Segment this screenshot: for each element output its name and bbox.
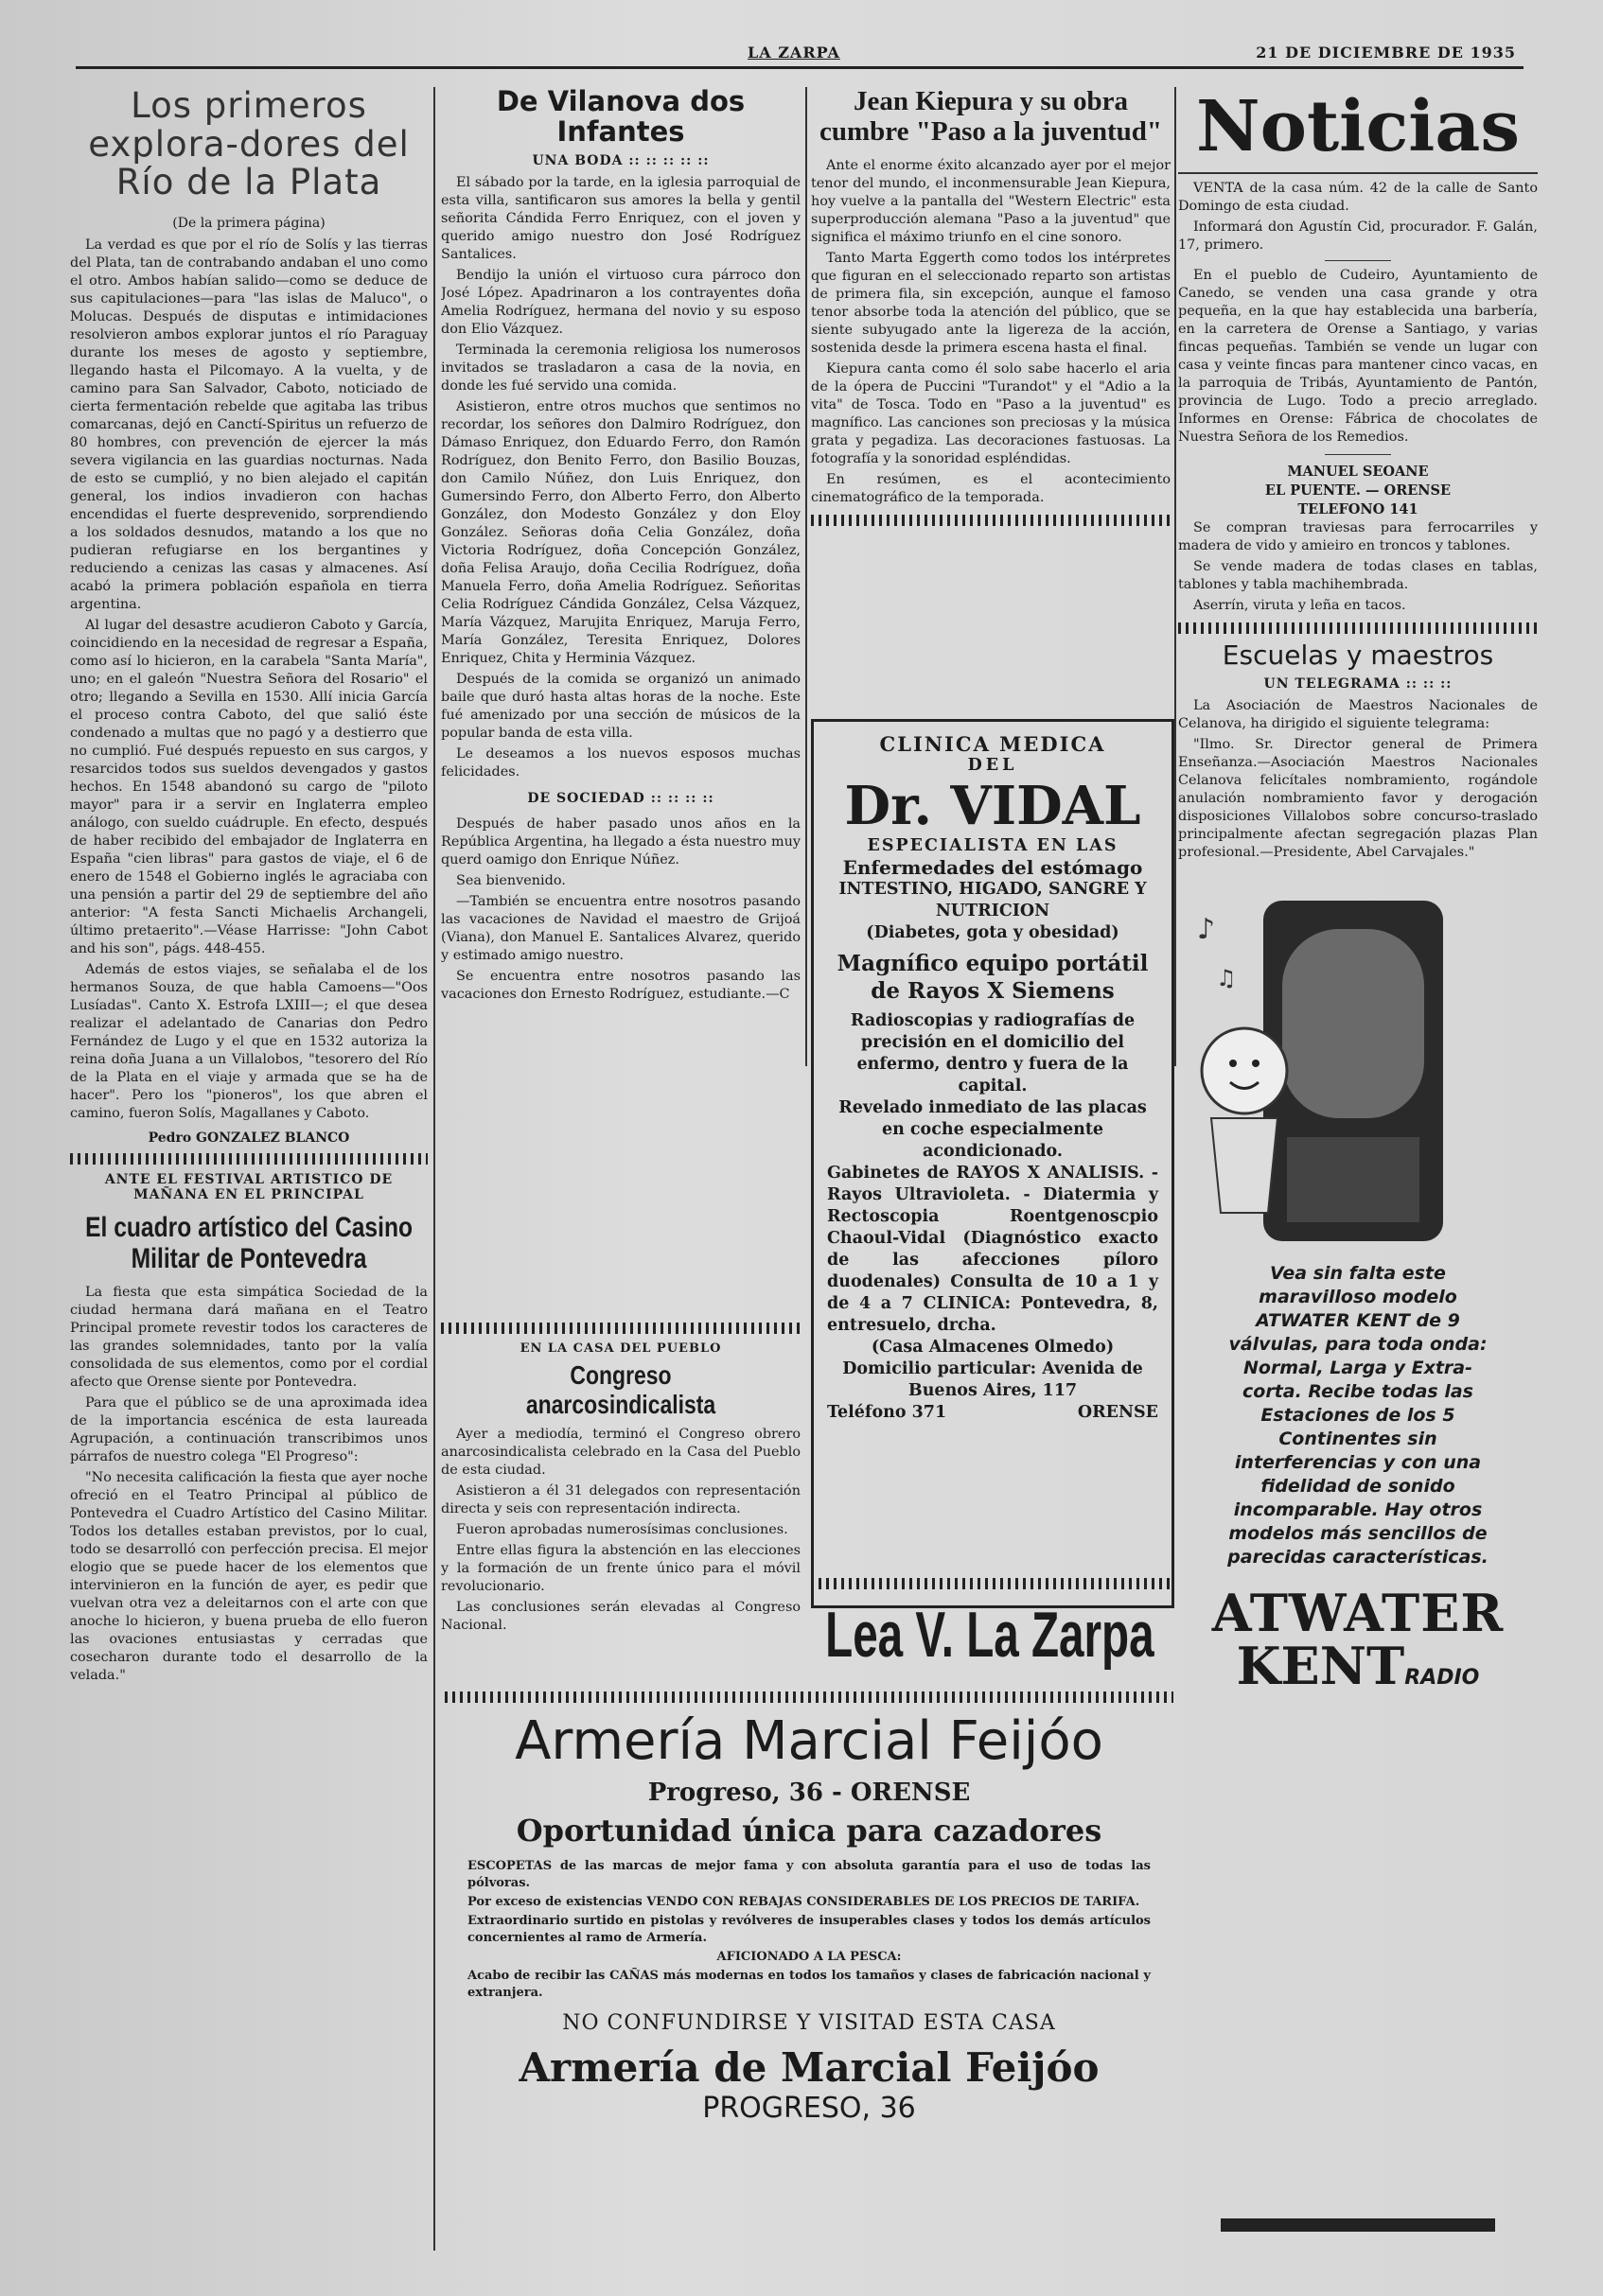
clinic-advertisement	[811, 719, 1174, 1608]
paragraph: Las conclusiones serán elevadas al Congreso Nacional.	[441, 1599, 801, 1633]
article-body	[811, 157, 1171, 507]
armeria-body	[445, 1710, 1173, 2125]
paragraph: Al lugar del desastre acudieron Caboto y García, coincidiendo en la necesidad de regresar a España, como así lo hicieron, en la carabela "Santa María", uno; en el galeón "Nuestra Señora del Rosario" el otro; llegando a Sevilla en 1530. Allí inicia García el proceso contra Caboto, del que salió éste condenado a multas que no pagó y a destierro que no cumplió. Fué después repuesto en sus cargos, y resarcidos todos sus sueldos devengados y gastos hechos. En 1548 abandonó su cargo de "piloto mayor" para ir a servir en Inglaterra empleo análogo, con sueldo cuádruple. En efecto, después de haber recibido del embajador de Inglaterra en España "cien libras" para gastos de viaje, el 6 de enero de 1548 el Gobierno inglés le agraciaba con una pensión a partir del 29 de septiembre del año anterior: "A festa Sancti Michaelis Archangeli, último pretaerito".—Véase Harrisse: "John Cabot and his son", págs. 448-455.	[70, 618, 428, 957]
armeria-line: Acabo de recibir las CAÑAS más modernas en todos los tamaños y clases de fabricación nacional y extranjera.	[467, 1969, 1151, 2000]
ornament-divider	[445, 1691, 1173, 1703]
seoane-ad	[1178, 463, 1538, 519]
radio-illustration	[1178, 872, 1462, 1251]
column-rule	[433, 87, 435, 2251]
paragraph: Bendijo la unión el virtuoso cura párroco don José López. Apadrinaron a los contrayentes doña Amelia Rodríguez, hermana del novio y su esposo don Elio Vázquez.	[441, 267, 801, 337]
section-subtitle: UN TELEGRAMA :: :: ::	[1263, 675, 1453, 692]
paragraph: Se encuentra entre nosotros pasando las vacaciones don Ernesto Rodríguez, estudiante.—C	[441, 968, 801, 1002]
clinic-line: CLINICA MEDICA	[879, 732, 1106, 756]
armeria-headline: Oportunidad única para cazadores	[516, 1813, 1102, 1849]
clinic-line: Gabinetes de RAYOS X ANALISIS. - Rayos Ultravioleta. - Diatermia y Rectoscopia Roentgenoscpio Chaoul-Vidal (Diagnóstico exacto de las afecciones píloro duodenales) Consulta de 10 a 1 y de 4 a 7 CLINICA: Pontevedra, 8, entresuelo, drcha.	[827, 1164, 1158, 1335]
paragraph: Ayer a mediodía, terminó el Congreso obrero anarcosindicalista celebrado en la Casa del Pueblo de esta ciudad.	[441, 1426, 801, 1478]
column-rule	[1174, 87, 1176, 1066]
atwater-logo-line	[1178, 1635, 1538, 1706]
armeria-name: Armería de Marcial Feijóo	[519, 2044, 1100, 2091]
paragraph: La Asociación de Maestros Nacionales de Celanova, ha dirigido el siguiente telegrama:	[1178, 697, 1538, 731]
armeria-line: AFICIONADO A LA PESCA:	[716, 1950, 902, 1964]
paragraph: Informará don Agustín Cid, procurador. F. Galán, 17, primero.	[1178, 219, 1538, 253]
ornament-divider	[811, 1578, 1171, 1589]
radio-wordmark: RADIO	[1404, 1665, 1480, 1690]
header-date: 21 DE DICIEMBRE DE 1935	[1256, 44, 1516, 61]
article-body	[1178, 180, 1538, 447]
column-2-lower	[441, 1315, 801, 1693]
clinic-line: Magnífico equipo portátil de Rayos X Siemens	[837, 951, 1149, 1004]
paragraph: Le deseamos a los nuevos esposos muchas felicidades.	[441, 745, 801, 780]
lea-slogan: Lea V. La Zarpa	[825, 1599, 1154, 1671]
ornament-divider	[70, 1153, 428, 1165]
armeria-address: PROGRESO, 36	[702, 2092, 916, 2125]
kent-wordmark: KENT	[1236, 1635, 1405, 1696]
clinic-footer	[827, 1402, 1158, 1424]
atwater-logo	[1178, 1582, 1538, 1706]
masthead-name: LA ZARPA	[748, 44, 840, 61]
paragraph: En resúmen, es el acontecimiento cinematográfico de la temporada.	[811, 471, 1171, 505]
clinic-city: ORENSE	[1077, 1403, 1158, 1422]
ornament-divider	[811, 515, 1171, 526]
paragraph: Se compran traviesas para ferrocarriles y madera de vido y amieiro en troncos y tablones.	[1178, 520, 1538, 553]
clinic-line: Enfermedades del estómago	[842, 856, 1143, 879]
paragraph: En el pueblo de Cudeiro, Ayuntamiento de Canedo, se venden una casa grande y otra pequeña, en la que hay establecida una barbería, en la carretera de Orense a Santiago, y varias fincas pequeñas. También se vende un lugar con casa y veinte fincas para mantener cinco vacas, en la parroquia de Tribás, Ayuntamiento de Pantón, provincia de Lugo. Todo a precio arreglado. Informes en Orense: Fábrica de chocolates de Nuestra Señora de los Remedios.	[1178, 268, 1538, 445]
paragraph: Asistieron a él 31 delegados con representación directa y seis con representación indirecta.	[441, 1482, 801, 1516]
paragraph: "Ilmo. Sr. Director general de Primera Enseñanza.—Asociación Maestros Nacionales Celanova felicítales nombramiento, rogándole anulación nombramiento favor y derogación disposiciones Villalobos sobre concurso-traslado principalmente afectan segregación plazas Plan profesional.—Presidente, Abel Carvajales."	[1178, 736, 1538, 860]
article-body	[441, 815, 801, 1004]
paragraph: Para que el público se de una aproximada idea de la importancia escénica de esta laureada Agrupación, a continuación transcribimos unos párrafos de nuestro colega "El Progreso":	[70, 1395, 428, 1465]
paragraph: Después de haber pasado unos años en la República Argentina, ha llegado a ésta nuestro muy querd oamigo don Enrique Núñez.	[441, 815, 801, 868]
ornament-divider	[1178, 622, 1538, 634]
paragraph: VENTA de la casa núm. 42 de la calle de Santo Domingo de esta ciudad.	[1178, 181, 1538, 214]
article-title: Congreso anarcosindicalista	[525, 1360, 716, 1419]
atwater-ad-text: Vea sin falta este maravilloso modelo ATWATER KENT de 9 válvulas, para toda onda: Normal, Larga y Extra-corta. Recibe todas las Estaciones de los 5 Continentes sin interferencias y con una fidelidad de sonido incomparable. Hay otros modelos más sencillos de parecidas características.	[1227, 1262, 1488, 1568]
armeria-advertisement	[445, 1684, 1173, 2242]
column-rule	[805, 87, 807, 1066]
column-4	[1178, 87, 1538, 2253]
paragraph: Ante el enorme éxito alcanzado ayer por el mejor tenor del mundo, el inconmensurable Jean Kiepura, hoy vuelve a la pantalla del "Western Electric" esta superproducción alemana "Paso a la juventud" que significa el máximo triunfo en el cine sonoro.	[811, 157, 1171, 245]
paragraph: Terminada la ceremonia religiosa los numerosos invitados se trasladaron a casa de la novia, en donde les fué servido una comida.	[441, 342, 801, 394]
clinic-line: DEL	[967, 756, 1018, 775]
paragraph: —También se encuentra entre nosotros pasando las vacaciones de Navidad el maestro de Grijoá (Viana), don Manuel E. Santalices Alvarez, querido y estimado amigo nuestro.	[441, 893, 801, 963]
article-body	[1178, 697, 1538, 862]
ornament-divider	[441, 1323, 801, 1334]
svg-text:♪: ♪	[1197, 912, 1216, 946]
armeria-notice: NO CONFUNDIRSE Y VISITAD ESTA CASA	[562, 2011, 1056, 2035]
paragraph: Además de estos viajes, se señalaba el de los hermanos Souza, de que habla Camoens—"Oos Lusíadas". Canto X. Estrofa LXIII—; el que desea realizar el adelantado de Canarias don Pedro Fernández de Lugo y el que en 1532 autoriza la reina doña Juana a un Villalobos, "tesorero del Río de la Plata en el viaje y armada que se ha de hacer". Pero los "pioneros", los que abren el camino, fueron Solís, Magallanes y Caboto.	[70, 962, 428, 1122]
clinic-line: (Diabetes, gota y obesidad)	[866, 923, 1119, 942]
article-title: Jean Kiepura y su obra cumbre "Paso a la juventud"	[819, 87, 1162, 147]
clinic-phone: Teléfono 371	[827, 1403, 947, 1422]
seoane-phone: TELEFONO 141	[1297, 501, 1418, 517]
clinic-doctor-name: Dr. VIDAL	[844, 775, 1141, 837]
article-body	[70, 1284, 428, 1685]
paragraph: La fiesta que esta simpática Sociedad de la ciudad hermana dará mañana en el Teatro Principal promete revestir todos los caracteres de las grandes solemnidades, tanto por la valía consolidada de sus elementos, como por el cordial afecto que Orense siente por Pontevedra.	[70, 1285, 428, 1391]
article-body	[70, 237, 428, 1123]
armeria-title: Armería Marcial Feijóo	[515, 1710, 1103, 1772]
paragraph: Tanto Marta Eggerth como todos los intérpretes que figuran en el seleccionado reparto son artistas de primera fila, sin excepción, aunque el famoso tenor absorbe toda la atención del público, que se siente subyugado ante la ligereza de la acción, sostenida desde la primera escena hasta el final.	[811, 250, 1171, 356]
section-title: Noticias	[1195, 87, 1521, 167]
atwater-logo-line: ATWATER	[1211, 1582, 1505, 1643]
author-signature: Pedro GONZALEZ BLANCO	[148, 1130, 350, 1147]
column-2	[441, 87, 801, 1061]
clinic-line: ESPECIALISTA EN LAS	[867, 836, 1119, 855]
article-subtitle: (De la primera página)	[172, 216, 326, 232]
section-subtitle: DE SOCIEDAD :: :: :: ::	[527, 790, 714, 806]
paragraph: Aserrín, viruta y leña en tacos.	[1193, 598, 1406, 613]
paragraph: Entre ellas figura la abstención en las elecciones y la formación de un frente único para el móvil revolucionario.	[441, 1542, 801, 1594]
section-title: Escuelas y maestros	[1222, 640, 1494, 671]
armeria-line: ESCOPETAS de las marcas de mejor fama y con absoluta garantía para el uso de todas las pólvoras.	[467, 1859, 1151, 1890]
paragraph: La verdad es que por el río de Solís y las tierras del Plata, tan de contrabando andaban el uno como el otro. Ambos habían salido—como se deduce de sus capitulaciones—para "las islas de Maluco", o Molucas. Después de disputas e intimidaciones resolvieron ambos explorar juntos el río Paraguay durante los meses de agosto y septiembre, llegando hasta el Pilcomayo. A la vuelta, y de camino para San Salvador, Caboto, noticiado de cierta fermentación rebelde que agitaba las tribus comarcanas, dejó en Canctí-Spiritus un refuerzo de 80 hombres, con prevención de ejercer la más severa vigilancia en las guardias nocturnas. Nada de esto se cumplió, y no bien alejado el capitán general, los indios invadieron con hachas encendidas el fuerte desprevenido, sorprendiendo a los soldados desnudos, matando a los que no pudieran refugiarse en los bergantines y reduciendo a cenizas las casas y almacenes. Así acabó la primera población española en tierra argentina.	[70, 237, 428, 613]
column-1	[70, 87, 428, 2253]
footer-bar	[1221, 2218, 1495, 2232]
paragraph: Sea bienvenido.	[456, 872, 566, 888]
armeria-line: Por exceso de existencias VENDO CON REBAJAS CONSIDERABLES DE LOS PRECIOS DE TARIFA.	[467, 1895, 1140, 1909]
column-3	[811, 87, 1171, 692]
article-title: El cuadro artístico del Casino Militar de Pontevedra	[85, 1212, 414, 1275]
paragraph: Se vende madera de todas clases en tablas, tablones y tabla machihembrada.	[1178, 559, 1538, 592]
armeria-address: Progreso, 36 - ORENSE	[647, 1779, 971, 1807]
clinic-line: Revelado inmediato de las placas en coche especialmente acondicionado.	[838, 1098, 1147, 1161]
clinic-line: Radioscopias y radiografías de precisión en el domicilio del enfermo, dentro y fuera de la capital.	[850, 1011, 1136, 1095]
article-title: Los primeros explora-dores del Río de la Plata	[88, 87, 410, 203]
armeria-line: Extraordinario surtido en pistolas y revólveres de insuperables clases y todos los demás artículos concernientes al ramo de Armería.	[467, 1914, 1151, 1945]
article-body	[441, 174, 801, 781]
seoane-name: MANUEL SEOANE	[1287, 464, 1429, 480]
header-rule	[76, 66, 1524, 69]
lea-advertisement	[811, 1570, 1171, 1674]
article-title: De Vilanova dos Infantes	[496, 87, 746, 148]
article-body	[441, 1426, 801, 1635]
svg-text:♫: ♫	[1216, 964, 1237, 991]
paragraph: Después de la comida se organizó un animado baile que duró hasta altas horas de la noche. Este fué amenizado por una sección de músicos de la popular banda de esta villa.	[441, 671, 801, 741]
paragraph: Kiepura canta como él solo sabe hacerlo el aria de la ópera de Puccini "Turandot" y el "Adio a la vita" de Tosca. Todo en "Paso a la juventud" es magnífico. Las canciones son preciosas y la música grata y pegadiza. Las decoraciones fastuosas. La fotografía y la sonoridad espléndidas.	[811, 360, 1171, 466]
page-header	[76, 38, 1524, 66]
section-subtitle: UNA BODA :: :: :: :: ::	[532, 152, 710, 168]
paragraph: "No necesita calificación la fiesta que ayer noche ofreció en el Teatro Principal al público de Pontevedra el Cuadro Artístico del Casino Militar. Todos los detalles estaban previstos, por lo cual, todo se desarrolló con perfección precisa. El mejor elogio que se puede hacer de los elementos que intervinieron en la función de ayer, es pedir que vuelvan otra vez a deleitarnos con el arte con que anoche lo hicieron, y buena prueba de ello fueron las ovaciones entusiastas y cerradas que cosecharon durante todo el desarrollo de la velada."	[70, 1470, 428, 1684]
clinic-line: INTESTINO, HIGADO, SANGRE Y NUTRICION	[838, 880, 1147, 920]
paragraph: Fueron aprobadas numerosísimas conclusiones.	[456, 1521, 788, 1537]
section-subtitle: EN LA CASA DEL PUEBLO	[520, 1341, 722, 1356]
paragraph: Asistieron, entre otros muchos que sentimos no recordar, los señores don Dalmiro Rodríguez, don Dámaso Enriquez, don Eduardo Ferro, don Ramón Rodríguez, don Benito Ferro, don Basilio Bouzas, don Camilo Núñez, don Luis Enriquez, don Gumersindo Ferro, don Alberto Ferro, don Alberto González, don Modesto González y don Eloy González. Señoras doña Celia González, doña Victoria Rodríguez, doña Concepción González, doña Felisa Araujo, doña Cecilia Rodríguez, doña Manuela Ferro, doña Amelia Rodríguez. Señoritas Celia Rodríguez Cándida González, Celsa Vázquez, María Vázquez, Marujita Enriquez, Maruja Ferro, María González, Teresita Enriquez, Dolores Enriquez, Chita y Herminia Vázquez.	[441, 398, 801, 666]
clinic-line: Domicilio particular: Avenida de Buenos Aires, 117	[842, 1359, 1143, 1400]
paragraph: El sábado por la tarde, en la iglesia parroquial de esta villa, santificaron sus amores la bella y gentil señorita Cándida Ferro Enriquez, con el joven y querido amigo nuestro don José Rodríguez Santalices.	[441, 174, 801, 262]
article-kicker: ANTE EL FESTIVAL ARTISTICO DE MAÑANA EN EL PRINCIPAL	[104, 1172, 394, 1203]
seoane-address: EL PUENTE. — ORENSE	[1264, 482, 1452, 499]
article-body	[1178, 519, 1538, 615]
clinic-line: (Casa Almacenes Olmedo)	[871, 1338, 1115, 1357]
